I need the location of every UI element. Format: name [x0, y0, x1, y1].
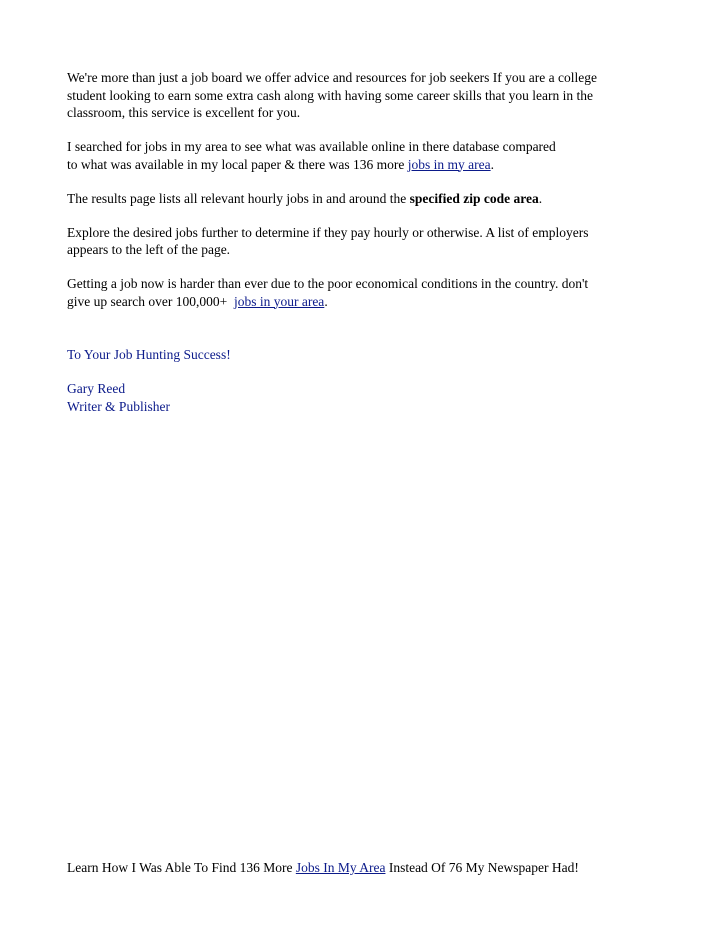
signoff-greeting: To Your Job Hunting Success! [67, 347, 231, 362]
footer-text-after: Instead Of 76 My Newspaper Had! [385, 860, 579, 875]
footer-text-before: Learn How I Was Able To Find 136 More [67, 860, 296, 875]
paragraph-results-period: . [538, 190, 543, 206]
zip-code-area-bold: specified zip code area [409, 190, 539, 206]
paragraph-explore-line-1: Explore the desired jobs further to determine if they pay hourly or otherwise. A list of employers [67, 224, 589, 240]
paragraph-economy-period: . [324, 293, 328, 309]
paragraph-economy-line-1: Getting a job now is harder than ever due to the poor economical conditions in the country. don't [67, 276, 589, 291]
paragraph-search-period: . [490, 156, 494, 172]
paragraph-results [67, 190, 667, 208]
paragraph-intro-line-2: student looking to earn some extra cash along with having some career skills that you learn in the [67, 87, 593, 103]
author-role: Writer & Publisher [67, 398, 170, 414]
paragraph-results-text: The results page lists all relevant hourly jobs in and around the [67, 190, 410, 206]
author-name: Gary Reed [67, 381, 126, 396]
paragraph-search [67, 138, 667, 173]
signoff [67, 346, 667, 415]
article-body [67, 69, 667, 415]
paragraph-economy [67, 275, 667, 310]
footer-callout [67, 859, 687, 877]
paragraph-search-line-1: I searched for jobs in my area to see what was available online in there database compared [67, 139, 556, 154]
paragraph-economy-line-2: give up search over 100,000+ [67, 293, 234, 309]
paragraph-intro-line-3: classroom, this service is excellent for you. [67, 105, 301, 120]
paragraph-explore [67, 224, 667, 259]
paragraph-intro [67, 69, 667, 122]
jobs-in-your-area-link[interactable]: jobs in your area [233, 293, 325, 309]
jobs-in-my-area-link[interactable]: jobs in my area [407, 156, 491, 172]
paragraph-search-line-2: to what was available in my local paper & there was 136 more [67, 156, 408, 172]
paragraph-intro-line-1: We're more than just a job board we offer advice and resources for job seekers If you are a college [67, 70, 597, 85]
paragraph-explore-line-2: appears to the left of the page. [67, 242, 231, 257]
footer-jobs-link[interactable]: Jobs In My Area [295, 860, 386, 875]
